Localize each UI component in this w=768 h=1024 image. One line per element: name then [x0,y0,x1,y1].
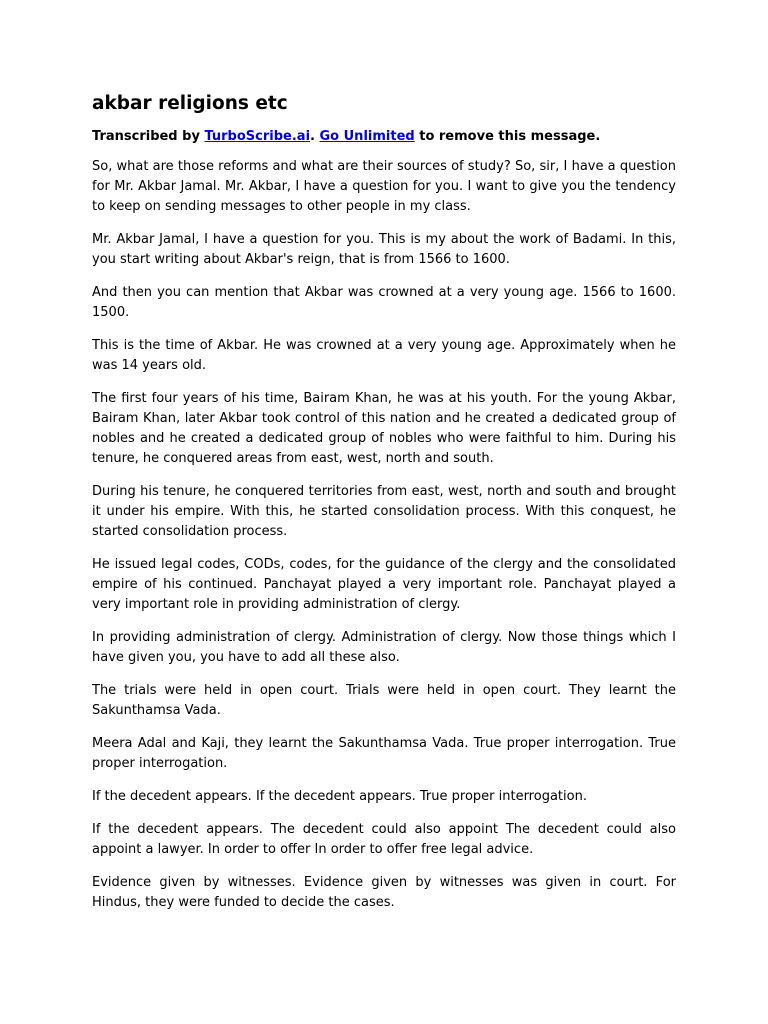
paragraph: If the decedent appears. If the decedent appears. True proper interrogation. [92,789,587,804]
document-page [92,92,676,926]
paragraph: So, what are those reforms and what are their sources of study? So, sir, I have a question for Mr. Akbar Jamal. Mr. Akbar, I have a question for you. I want to give you the tendency to keep on sending messages to other people in my class. [92,159,676,214]
banner-suffix: to remove this message. [414,129,601,144]
paragraph: The trials were held in open court. Trials were held in open court. They learnt the Sakunthamsa Vada. [92,683,676,718]
paragraph: If the decedent appears. The decedent could also appoint The decedent could also appoint a lawyer. In order to offer In order to offer free legal advice. [92,822,676,857]
banner-separator: . [310,129,320,144]
transcription-banner [92,127,676,147]
paragraph: During his tenure, he conquered territories from east, west, north and south and brought it under his empire. With this, he started consolidation process. With this conquest, he started consolidation process. [92,484,676,539]
paragraph: The first four years of his time, Bairam Khan, he was at his youth. For the young Akbar, Bairam Khan, later Akbar took control of this nation and he created a dedicated group of nobles and he created a dedicated group of nobles who were faithful to him. During his tenure, he conquered areas from east, west, north and south. [92,391,676,466]
paragraph: This is the time of Akbar. He was crowned at a very young age. Approximately when he was 14 years old. [92,338,676,373]
paragraph: He issued legal codes, CODs, codes, for the guidance of the clergy and the consolidated empire of his continued. Panchayat played a very important role. Panchayat played a very important role in providing administration of clergy. [92,557,676,612]
turboscribe-link[interactable]: TurboScribe.ai [204,129,311,144]
paragraph: Mr. Akbar Jamal, I have a question for you. This is my about the work of Badami. In this, you start writing about Akbar's reign, that is from 1566 to 1600. [92,232,676,267]
paragraph: Evidence given by witnesses. Evidence given by witnesses was given in court. For Hindus, they were funded to decide the cases. [92,875,676,910]
banner-prefix: Transcribed by [92,129,205,144]
paragraph: And then you can mention that Akbar was crowned at a very young age. 1566 to 1600. 1500. [92,285,676,320]
document-title: akbar religions etc [92,93,288,114]
paragraph: In providing administration of clergy. Administration of clergy. Now those things which I have given you, you have to add all these also. [92,630,676,665]
go-unlimited-link[interactable]: Go Unlimited [319,129,415,144]
paragraph: Meera Adal and Kaji, they learnt the Sakunthamsa Vada. True proper interrogation. True proper interrogation. [92,736,676,771]
